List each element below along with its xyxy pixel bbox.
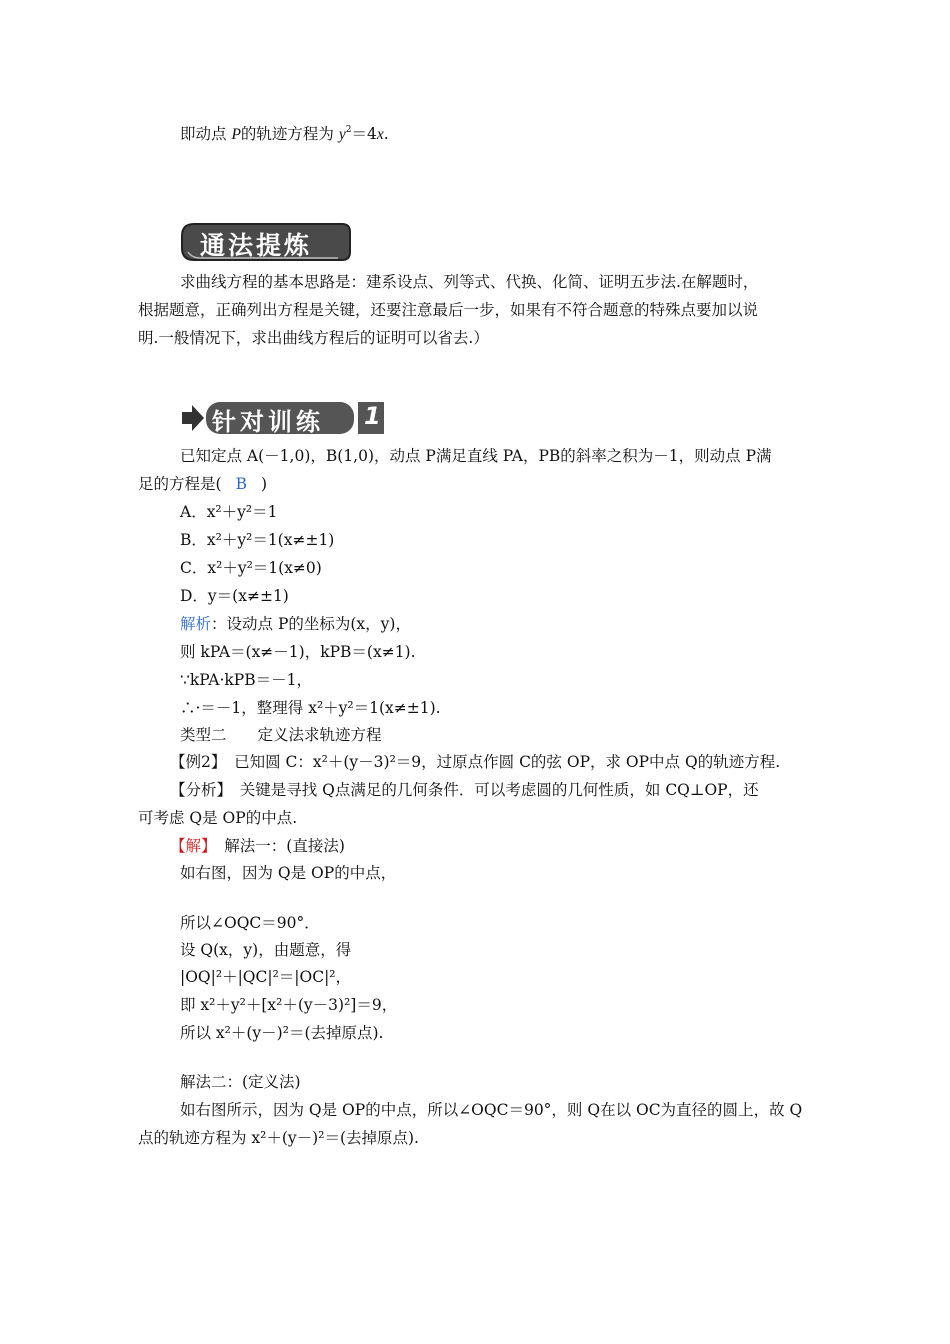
example-2: 【例2】 已知圆 C：x²＋(y－3)²＝9，过原点作圆 C的弦 OP，求 OP中点 Q的轨迹方程. <box>170 753 781 771</box>
analysis-hint-2: 可考虑 Q是 OP的中点. <box>138 809 298 827</box>
option-b: B．x²＋y²＝1(x≠±1) <box>180 531 335 549</box>
zhendui-title: 针对训练 <box>212 408 324 436</box>
arrow-right-icon <box>180 400 206 436</box>
solution-step-1: 如右图，因为 Q是 OP的中点， <box>180 864 397 882</box>
analysis-line-4: ∴·＝－1，整理得 x²＋y²＝1(x≠±1). <box>180 699 441 717</box>
analysis-line-3: ∵kPA·kPB＝－1， <box>180 671 312 689</box>
analysis-label: 解析 <box>180 615 212 633</box>
method-two-line-2: 点的轨迹方程为 x²＋(y－)²＝(去掉原点). <box>138 1129 419 1147</box>
zhendui-number: 1 <box>364 402 381 430</box>
summary-para-2: 根据题意，正确列出方程是关键，还要注意最后一步，如果有不符合题意的特殊点要加以说 <box>138 301 759 319</box>
solution-step-2: 所以∠OQC＝90°． <box>180 914 320 932</box>
solution-step-6: 所以 x²＋(y－)²＝(去掉原点). <box>180 1024 384 1042</box>
option-c: C．x²＋y²＝1(x≠0) <box>180 559 322 577</box>
analysis-line-1: 解析：设动点 P的坐标为(x，y)， <box>180 615 411 633</box>
answer-choice: B <box>235 475 247 493</box>
analysis-hint-1: 【分析】 关键是寻找 Q点满足的几何条件．可以考虑圆的几何性质，如 CQ⊥OP，还 <box>170 781 759 799</box>
solution-heading: 【解】 解法一：(直接法) <box>170 837 345 855</box>
zhendui-banner <box>180 400 390 436</box>
type-two-heading: 类型二 定义法求轨迹方程 <box>180 726 382 744</box>
method-two-line-1: 如右图所示，因为 Q是 OP的中点，所以∠OQC＝90°，则 Q在以 OC为直径的圆上，故 Q <box>180 1101 803 1119</box>
tongfa-banner <box>180 222 352 262</box>
question-line-2: 足的方程是( B ) <box>138 475 268 493</box>
question-line-1: 已知定点 A(－1,0)，B(1,0)，动点 P满足直线 PA，PB的斜率之积为－1，则动点 P满 <box>180 447 772 465</box>
tongfa-title: 通法提炼 <box>200 231 313 260</box>
analysis-line-2: 则 kPA＝(x≠－1)，kPB＝(x≠1). <box>180 643 416 661</box>
option-d: D．y＝(x≠±1) <box>180 587 289 605</box>
summary-para-1: 求曲线方程的基本思路是：建系设点、列等式、代换、化简、证明五步法.在解题时， <box>180 273 759 291</box>
method-two-heading: 解法二：(定义法) <box>180 1073 301 1091</box>
solution-step-5: 即 x²＋y²＋[x²＋(y－3)²]＝9， <box>180 996 398 1014</box>
solution-step-3: 设 Q(x，y)，由题意，得 <box>180 941 352 959</box>
summary-para-3: 明.一般情况下，求出曲线方程后的证明可以省去.） <box>138 329 489 347</box>
solution-label: 【解】 <box>170 837 209 855</box>
solution-step-4: |OQ|²＋|QC|²＝|OC|²， <box>180 968 352 986</box>
option-a: A．x²＋y²＝1 <box>180 503 278 521</box>
trajectory-result: 即动点 P的轨迹方程为 $y^2=4x$. <box>180 125 389 143</box>
